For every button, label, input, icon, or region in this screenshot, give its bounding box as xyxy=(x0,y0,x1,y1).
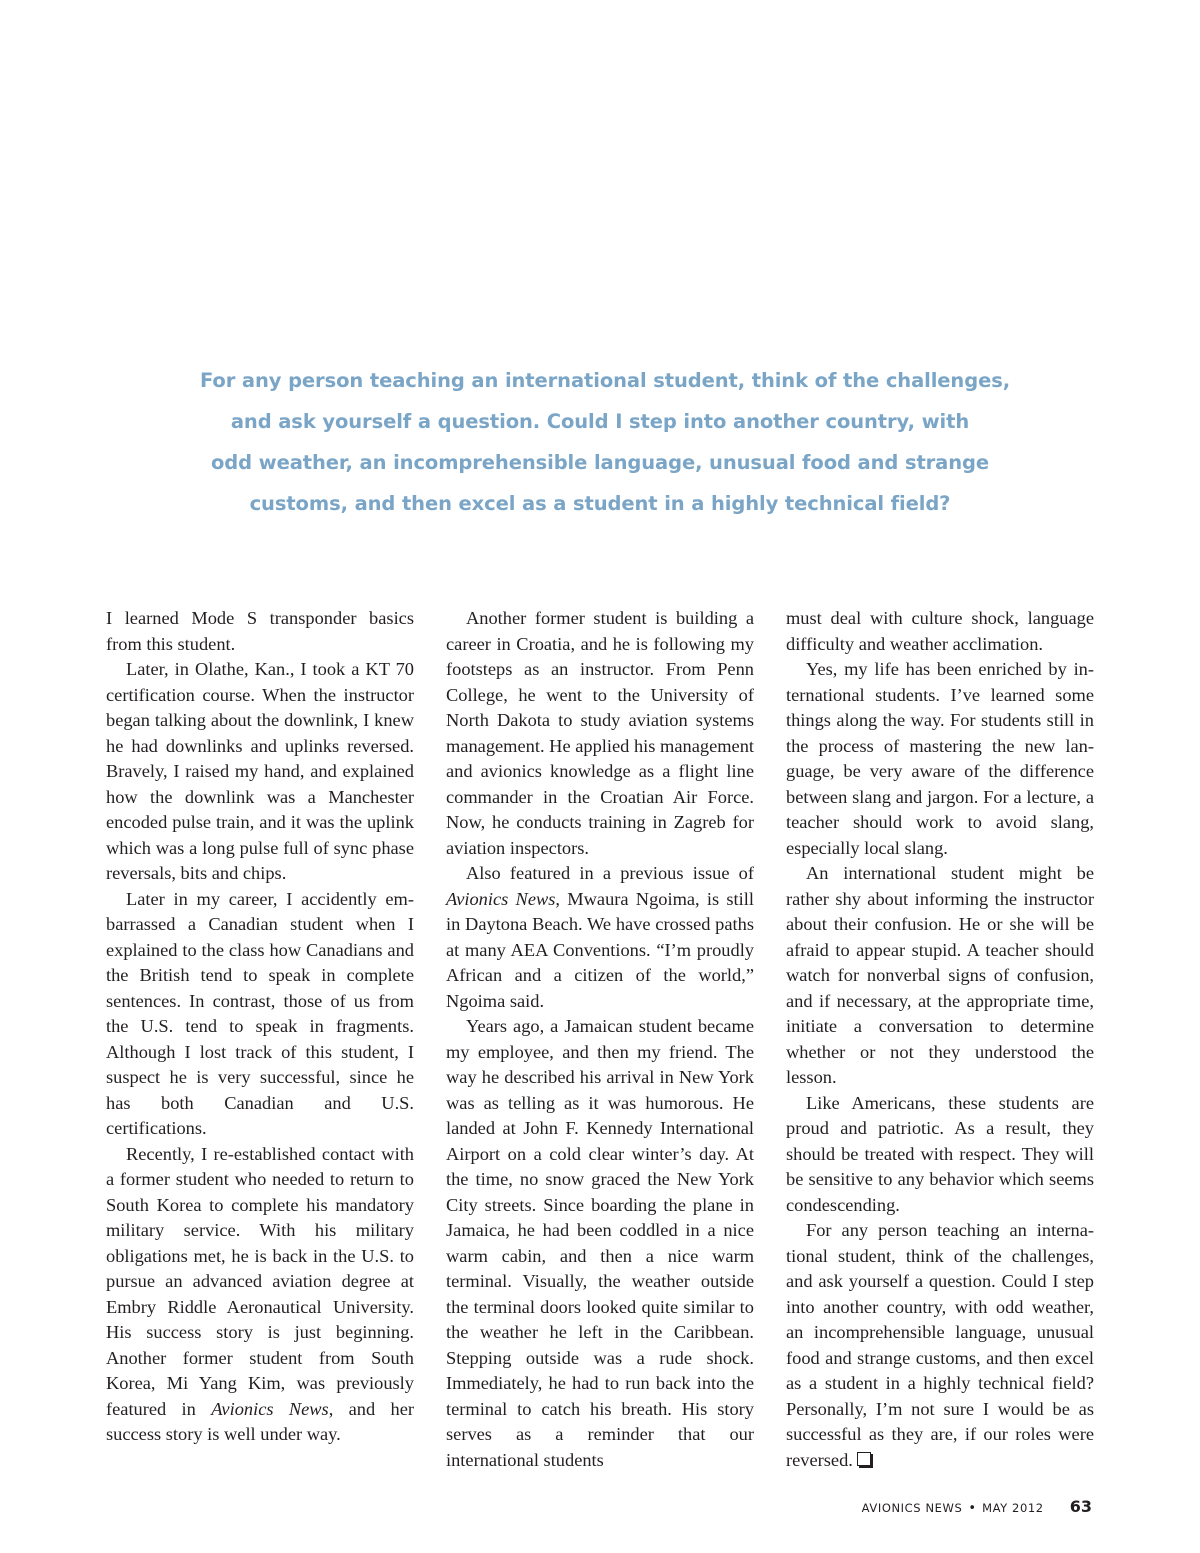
footer-separator: • xyxy=(968,1501,977,1516)
paragraph: must deal with culture shock, language difficulty and weather acclimation. xyxy=(786,608,1094,654)
paragraph: Like Americans, these students are proud and patriotic. As a result, they should be treated with respect. They will be sensitive to any behavior which seems condescending. xyxy=(786,1092,1094,1215)
issue-date: MAY 2012 xyxy=(982,1501,1044,1515)
pull-quote-line: customs, and then excel as a student in a highly technical field? xyxy=(249,492,951,515)
pull-quote-line: and ask yourself a question. Could I step into another country, with xyxy=(230,410,970,433)
end-of-article-square-icon xyxy=(857,1452,871,1466)
publication-title: Avionics News xyxy=(211,1398,329,1419)
paragraph xyxy=(446,861,754,1014)
paragraph: Years ago, a Jamaican student became my employee, and then my friend. The way he described his arrival in New York was as telling as it was humorous. He landed at John F. Kennedy International Airport on a cold clear winter’s day. At the time, no snow graced the New York City streets. Since boarding the plane in Jamaica, he had been coddled in a nice warm cabin, and then a nice warm terminal. Visually, the weather outside the terminal doors looked quite similar to the weather he left in the Caribbean. Stepping outside was a rude shock. Immediately, he had to run back into the terminal to catch his breath. His story serves as a reminder that our international students xyxy=(446,1016,754,1470)
page-number: 63 xyxy=(1069,1497,1092,1516)
text-run: , and her success story is well under way. xyxy=(106,1398,414,1444)
pull-quote-line: For any person teaching an international student, think of the challenges, xyxy=(200,369,1011,392)
paragraph: Later in my career, I accidently embarrassed a Canadian student when I explained to the class how Canadians and the British tend to speak in complete sentences. In contrast, those of us from the U.S. tend to speak in fragments. Although I lost track of this student, I suspect he is very successful, since he has both Canadian and U.S. certifications. xyxy=(106,888,414,1138)
article-column-1 xyxy=(106,606,414,1448)
pull-quote-line: odd weather, an incomprehensible language, unusual food and strange xyxy=(210,451,990,474)
paragraph: Another former student is building a career in Croatia, and he is following my footsteps as an instructor. From Penn College, he went to the University of North Dakota to study aviation systems management. He applied his management and avionics knowledge as a flight line commander in the Croatian Air Force. Now, he conducts training in Zagreb for aviation inspectors. xyxy=(446,608,754,858)
article-column-2 xyxy=(446,606,754,1473)
paragraph: I learned Mode S transponder basics from this student. xyxy=(106,608,414,654)
paragraph: An international student might be rather shy about informing the instructor about their confusion. He or she will be afraid to appear stupid. A teacher should watch for nonverbal signs of confusion, and if necessary, at the appropriate time, initiate a conversation to determine whether or not they understood the lesson. xyxy=(786,863,1094,1087)
paragraph: Later, in Olathe, Kan., I took a KT 70 certification course. When the instructor began talking about the downlink, I knew he had downlinks and uplinks reversed. Bravely, I raised my hand, and explained how the downlink was a Manchester encoded pulse train, and it was the uplink which was a long pulse full of sync phase reversals, bits and chips. xyxy=(106,659,414,883)
pull-quote xyxy=(200,360,1011,524)
text-run: Also featured in a previous issue of xyxy=(466,863,754,883)
page-footer xyxy=(862,1497,1092,1516)
text-run: , Mwaura Ngoima, is still in Daytona Beach. We have crossed paths at many AEA Conventions. “I’m proudly African and a citizen of the world,” Ngoima said. xyxy=(446,888,754,1011)
magazine-name: AVIONICS NEWS xyxy=(861,1501,963,1515)
text-run: For any person teaching an international student, think of the challenges, and ask yourself a question. Could I step into another country, with odd weather, an incomprehensible language, unusual food and strange customs, and then excel as a student in a highly technical field? Personally, I’m not sure I would be as successful as they are, if our roles were reversed. xyxy=(786,1220,1094,1470)
publication-title: Avionics News xyxy=(446,888,556,909)
paragraph: Yes, my life has been enriched by international students. I’ve learned some things along the way. For students still in the process of mastering the new language, be very aware of the difference between slang and jargon. For a lecture, a teacher should work to avoid slang, especially local slang. xyxy=(786,659,1094,858)
article-column-3 xyxy=(786,606,1094,1473)
paragraph xyxy=(106,1142,414,1448)
text-run: Recently, I re-established contact with a former student who needed to return to South Korea to complete his mandatory military service. With his military obligations met, he is back in the U.S. to pursue an advanced aviation degree at Embry Riddle Aeronautical University. His success story is just beginning. Another former student from South Korea, Mi Yang Kim, was previously featured in xyxy=(106,1143,414,1419)
paragraph xyxy=(786,1218,1094,1473)
